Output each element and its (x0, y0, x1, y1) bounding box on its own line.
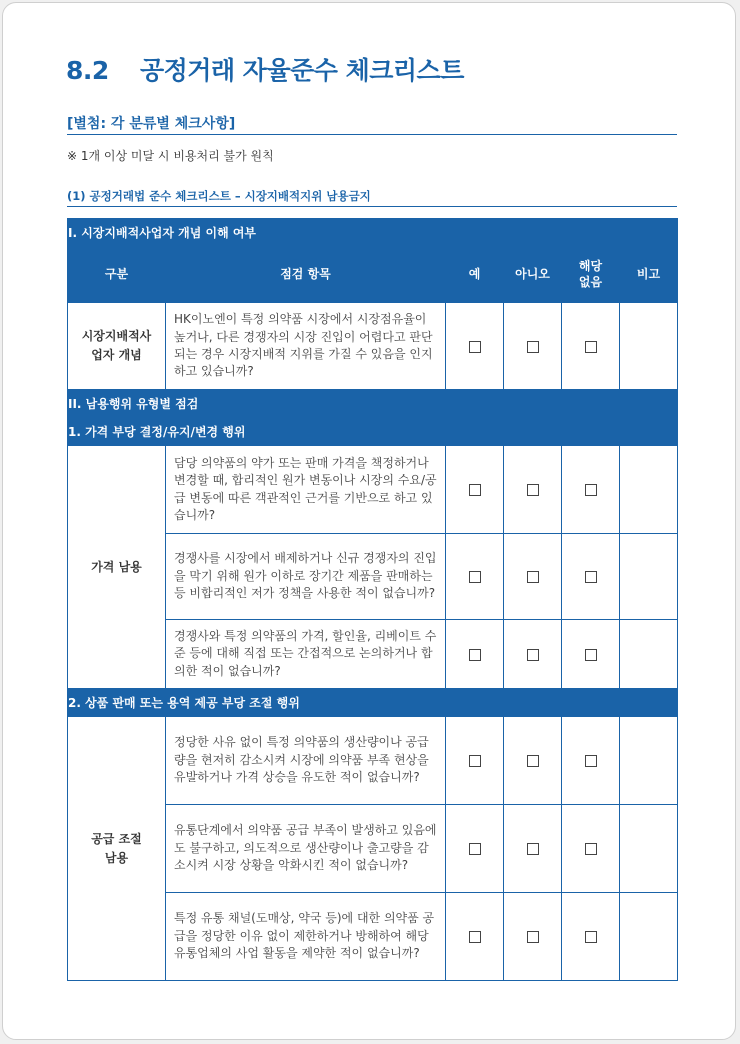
category-cell (68, 303, 166, 390)
yes-checkbox[interactable] (469, 649, 481, 661)
checklist-table (67, 218, 678, 981)
remark-cell[interactable] (620, 717, 678, 805)
col-yes: 예 (446, 247, 504, 303)
no-checkbox[interactable] (527, 931, 539, 943)
na-checkbox[interactable] (585, 571, 597, 583)
na-cell (562, 446, 620, 534)
section-row (68, 390, 678, 418)
no-checkbox[interactable] (527, 649, 539, 661)
remark-cell[interactable] (620, 534, 678, 620)
na-cell (562, 717, 620, 805)
yes-checkbox[interactable] (469, 843, 481, 855)
section-number: 8.2 (66, 56, 109, 85)
yes-cell (446, 805, 504, 893)
section-title: II. 남용행위 유형별 점검 (68, 390, 678, 418)
table-header (68, 247, 678, 303)
remark-cell[interactable] (620, 620, 678, 689)
yes-cell (446, 534, 504, 620)
no-cell (504, 805, 562, 893)
table-row (68, 303, 678, 390)
question-cell: 유통단계에서 의약품 공급 부족이 발생하고 있음에도 불구하고, 의도적으로 생산량이나 출고량을 감소시켜 시장 상황을 악화시킨 적이 없습니까? (166, 805, 446, 893)
remark-cell[interactable] (620, 805, 678, 893)
category-label: 공급 조절 남용 (91, 831, 142, 865)
no-cell (504, 303, 562, 390)
na-cell (562, 534, 620, 620)
divider (67, 206, 677, 207)
remark-cell[interactable] (620, 893, 678, 981)
yes-cell (446, 303, 504, 390)
yes-checkbox[interactable] (469, 341, 481, 353)
document-page (2, 2, 736, 1040)
page-title (66, 51, 464, 87)
yes-cell (446, 620, 504, 689)
table-row (68, 717, 678, 805)
category-cell: 가격 남용 (68, 446, 166, 689)
yes-checkbox[interactable] (469, 484, 481, 496)
subsection-title: 1. 가격 부당 결정/유지/변경 행위 (68, 418, 678, 446)
yes-checkbox[interactable] (469, 755, 481, 767)
no-checkbox[interactable] (527, 843, 539, 855)
question-cell: 담당 의약품의 약가 또는 판매 가격을 책정하거나 변경할 때, 합리적인 원가 변동이나 시장의 수요/공급 변동에 따른 객관적인 근거를 기반으로 하고 있습니까? (166, 446, 446, 534)
section-title: I. 시장지배적사업자 개념 이해 여부 (68, 219, 678, 247)
no-checkbox[interactable] (527, 484, 539, 496)
na-cell (562, 303, 620, 390)
no-checkbox[interactable] (527, 341, 539, 353)
yes-cell (446, 446, 504, 534)
no-cell (504, 446, 562, 534)
question-cell: 경쟁사와 특정 의약품의 가격, 할인율, 리베이트 수준 등에 대해 직접 또는 간접적으로 논의하거나 합의한 적이 없습니까? (166, 620, 446, 689)
no-checkbox[interactable] (527, 571, 539, 583)
category-cell (68, 717, 166, 981)
col-category: 구분 (68, 247, 166, 303)
category-label: 시장지배적사 업자 개념 (81, 329, 152, 362)
yes-cell (446, 893, 504, 981)
yes-checkbox[interactable] (469, 931, 481, 943)
subsection-row (68, 689, 678, 717)
no-cell (504, 717, 562, 805)
yes-cell (446, 717, 504, 805)
na-cell (562, 893, 620, 981)
divider (67, 134, 677, 135)
col-na (562, 247, 620, 303)
remark-cell[interactable] (620, 446, 678, 534)
yes-checkbox[interactable] (469, 571, 481, 583)
section-row (68, 219, 678, 247)
table-row (68, 446, 678, 534)
checklist-subheading: (1) 공정거래법 준수 체크리스트 – 시장지배적지위 남용금지 (67, 189, 371, 203)
na-cell (562, 805, 620, 893)
question-cell: 특정 유통 채널(도매상, 약국 등)에 대한 의약품 공급을 정당한 이유 없이 제한하거나 방해하여 해당 유통업체의 사업 활동을 제약한 적이 없습니까? (166, 893, 446, 981)
question-cell: HK이노엔이 특정 의약품 시장에서 시장점유율이 높거나, 다른 경쟁자의 시장 진입이 어렵다고 판단되는 경우 시장지배적 지위를 가질 수 있음을 인지하고 있습니까? (166, 303, 446, 390)
na-checkbox[interactable] (585, 341, 597, 353)
col-remark: 비고 (620, 247, 678, 303)
no-cell (504, 534, 562, 620)
na-checkbox[interactable] (585, 649, 597, 661)
question-cell: 정당한 사유 없이 특정 의약품의 생산량이나 공급량을 현저히 감소시켜 시장에 의약품 부족 현상을 유발하거나 가격 상승을 유도한 적이 없습니까? (166, 717, 446, 805)
question-cell: 경쟁사를 시장에서 배제하거나 신규 경쟁자의 진입을 막기 위해 원가 이하로 장기간 제품을 판매하는 등 비합리적인 저가 정책을 사용한 적이 없습니까? (166, 534, 446, 620)
col-item: 점검 항목 (166, 247, 446, 303)
no-checkbox[interactable] (527, 755, 539, 767)
remark-cell[interactable] (620, 303, 678, 390)
na-checkbox[interactable] (585, 843, 597, 855)
no-cell (504, 893, 562, 981)
col-no: 아니오 (504, 247, 562, 303)
note-text: ※ 1개 이상 미달 시 비용처리 불가 원칙 (67, 149, 274, 163)
annex-label: [별첨: 각 분류별 체크사항] (67, 116, 236, 132)
section-title: 공정거래 자율준수 체크리스트 (140, 56, 464, 85)
na-cell (562, 620, 620, 689)
subsection-title: 2. 상품 판매 또는 용역 제공 부당 조절 행위 (68, 689, 678, 717)
na-checkbox[interactable] (585, 484, 597, 496)
col-na-label: 해당 없음 (578, 258, 603, 289)
subsection-row (68, 418, 678, 446)
na-checkbox[interactable] (585, 931, 597, 943)
no-cell (504, 620, 562, 689)
na-checkbox[interactable] (585, 755, 597, 767)
